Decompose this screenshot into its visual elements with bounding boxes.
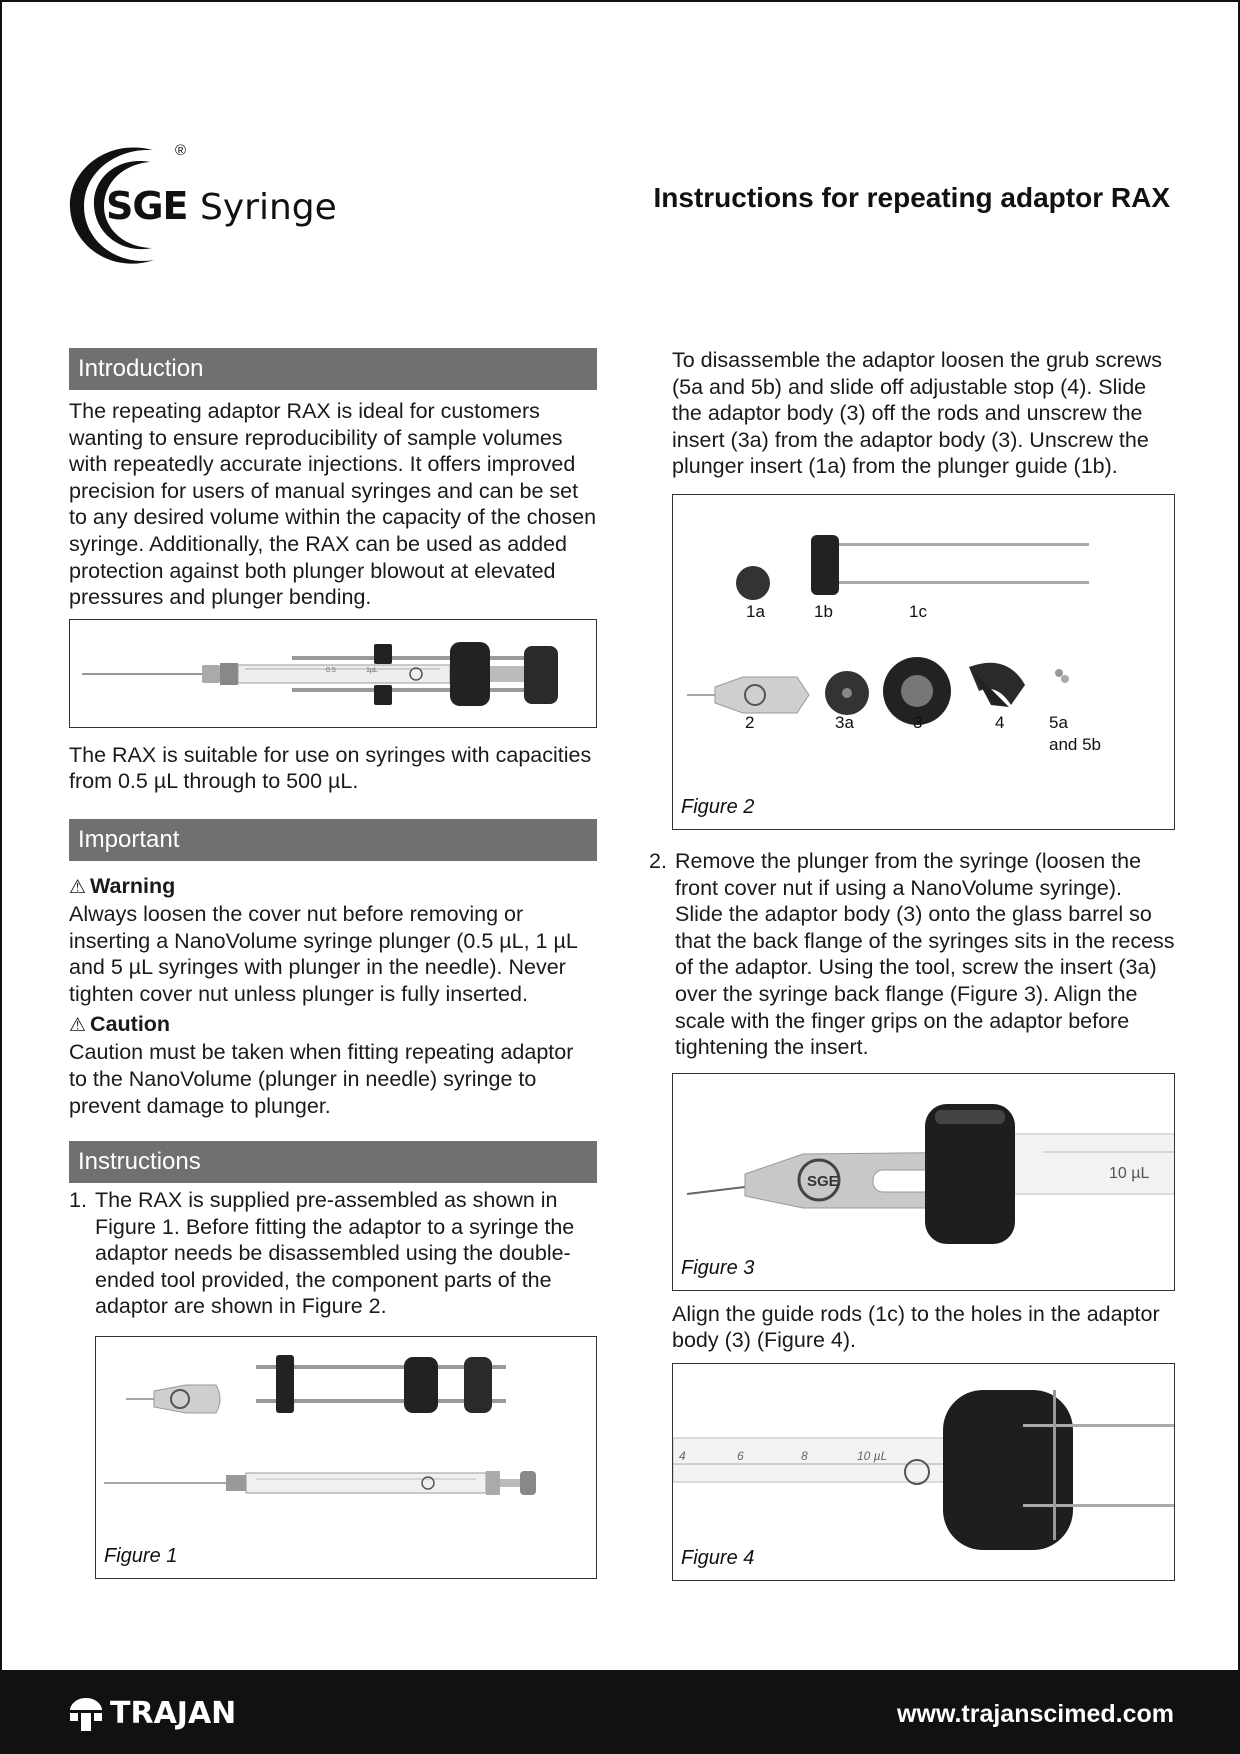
label-5b: and 5b [1049,734,1101,754]
figure-3-scale: 10 µL [1109,1164,1150,1182]
caution-title [69,1011,597,1039]
label-3: 3 [913,712,923,732]
left-column [69,348,597,1579]
figure-1-illustration [96,1337,597,1579]
website-link[interactable]: www.trajanscimed.com [897,1700,1174,1728]
figure-1 [95,1336,597,1579]
disassemble-text: To disassemble the adaptor loosen the grub screws (5a and 5b) and slide off adjustable stop (4). Slide the adaptor body (3) off the rods and unscrew the insert (3a) from the adaptor body (3). Unscrew the plunger insert (1a) from the plunger guide (1b). [672,348,1162,479]
assembled-syringe-illustration [70,620,597,728]
label-1a: 1a [746,601,765,621]
label-3a: 3a [835,712,854,732]
caution-text: Caution must be taken when fitting repeating adaptor to the NanoVolume (plunger in needle) syringe to prevent damage to plunger. [69,1040,574,1118]
introduction-paragraph: The repeating adaptor RAX is ideal for customers wanting to ensure reproducibility of sample volumes with repeatedly accurate injections. It offers improved precision for users of manual syringes and can be set to any desired volume within the capacity of the chosen syringe. Additionally, the RAX can be used as added protection against both plunger blowout at elevated pressures and plunger bending. [69,399,597,610]
figure-1-caption: Figure 1 [104,1545,178,1568]
trajan-logo-icon [68,1694,104,1734]
step-2-number: 2. [649,848,667,873]
right-column [649,347,1175,1581]
warning-title [69,873,597,901]
step-1-text: The RAX is supplied pre-assembled as shown in Figure 1. Before fitting the adaptor to a syringe the adaptor needs be disassembled using the double-ended tool provided, the component parts of the adaptor are shown in Figure 2. [95,1188,575,1319]
align-rods-text: Align the guide rods (1c) to the holes in the adaptor body (3) (Figure 4). [672,1301,1160,1353]
company-name: TRAJAN [110,1696,237,1731]
registered-mark: ® [175,142,187,159]
sge-syringe-logo [68,142,358,270]
figure-4-scale-4: 10 µL [857,1448,888,1463]
figure-3-tool-logo: SGE [807,1172,839,1190]
instructions-list [69,1187,597,1320]
step-2-text: Remove the plunger from the syringe (loosen the front cover nut if using a NanoVolume syringe). Slide the adaptor body (3) onto the glass barrel so that the back flange of the syringes sits in the recess of the adaptor. Using the tool, screw the insert (3a) over the syringe back flange (Figure 3). Align the scale with the finger grips on the adaptor before tightening the insert. [675,848,1175,1060]
figure-2-illustration [673,495,1175,830]
suitability-text: The RAX is suitable for use on syringes with capacities from 0.5 µL through to 500 µL. [69,742,592,794]
step-1-number: 1. [69,1188,87,1213]
brand-abbrev: SGE [106,184,188,228]
figure-4 [672,1363,1175,1581]
figure-4-scale-2: 6 [737,1448,744,1463]
page-title: Instructions for repeating adaptor RAX [653,182,1170,213]
figure-2 [672,494,1175,830]
label-4: 4 [995,712,1005,732]
instructions-list-continued [649,848,1175,1061]
step-1 [69,1187,597,1320]
intro-scale-label-1: 0.5 [326,666,336,674]
important-heading: Important [69,819,597,861]
label-1b: 1b [814,601,833,621]
brand-word: Syringe [200,187,337,228]
step-2 [649,848,1175,1061]
label-1c: 1c [909,601,927,621]
figure-2-caption: Figure 2 [681,795,755,818]
warning-title-text: Warning [90,873,176,898]
caution-icon: ⚠ [69,1015,87,1037]
instructions-heading: Instructions [69,1141,597,1183]
intro-scale-label-2: 1µL [366,666,378,674]
figure-4-scale-3: 8 [801,1448,808,1463]
figure-3 [672,1073,1175,1291]
label-2: 2 [745,712,755,732]
warning-icon: ⚠ [69,876,87,898]
figure-3-caption: Figure 3 [681,1256,755,1279]
figure-4-scale-1: 4 [679,1448,686,1463]
caution-title-text: Caution [90,1012,171,1037]
footer [2,1670,1240,1754]
warning-text: Always loosen the cover nut before removing or inserting a NanoVolume syringe plunger (0.5 µL, 1 µL and 5 µL syringes with plunger in the needle). Never tighten cover nut unless plunger is fully inserted. [69,901,578,1006]
label-5a: 5a [1049,712,1068,732]
assembled-rax-figure [69,619,597,728]
introduction-heading: Introduction [69,348,597,390]
figure-4-caption: Figure 4 [681,1546,755,1569]
